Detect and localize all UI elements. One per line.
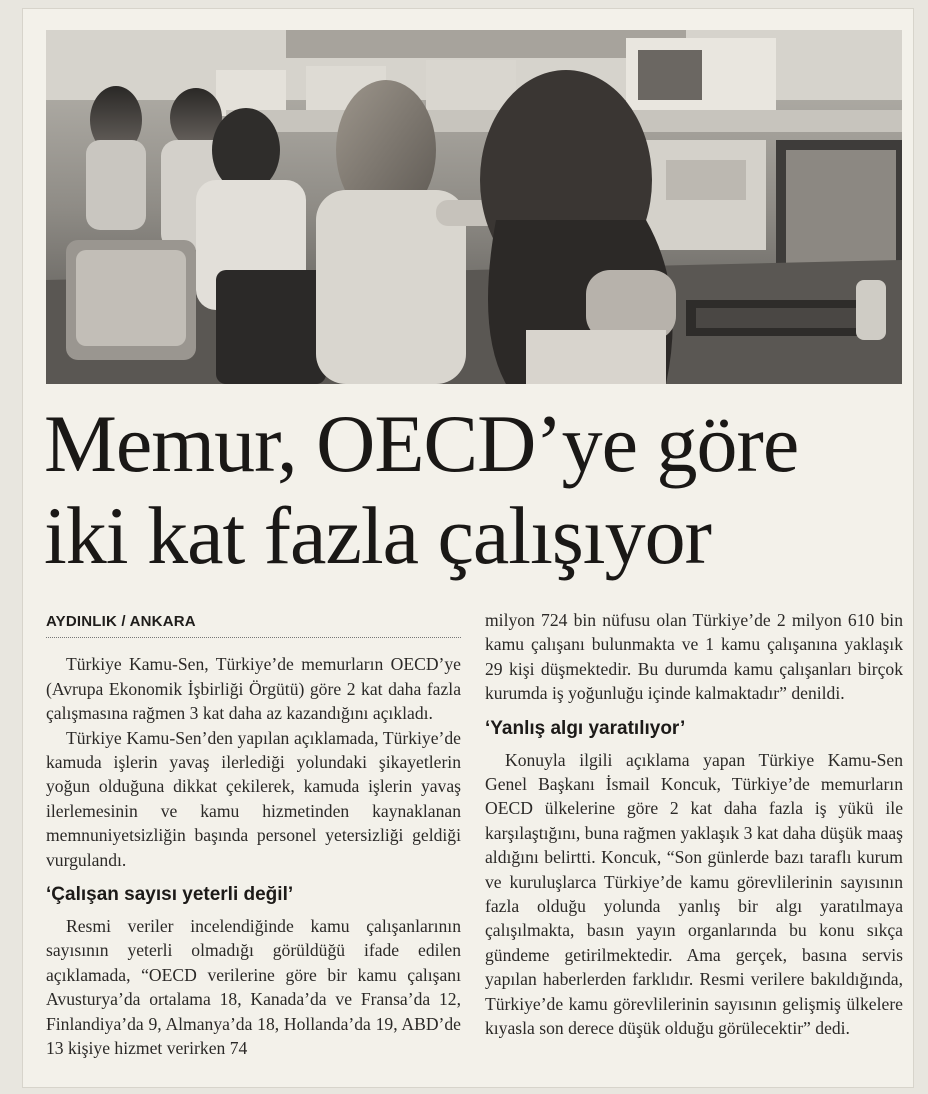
left-column bbox=[46, 610, 461, 1061]
paragraph-statement: Türkiye Kamu-Sen’den yapılan açıklamada, Türkiye’de kamuda işlerin yavaş ilerlediği yolundaki şikayetlerin yoğun olduğuna dikkat çekilerek, kamuda işlerin yavaş ilerlemesinin ve kamu hizmetinden kaynaklanan memnuniyetsizliğin başında personel yetersizliği geldiği vurgulandı. bbox=[46, 727, 461, 870]
headline-line-1: Memur, OECD’ye göre bbox=[44, 398, 799, 489]
paragraph-koncuk-quote: Konuyla ilgili açıklama yapan Türkiye Kamu-Sen Genel Başkanı İsmail Koncuk, Türkiye’de memurların OECD ülkelerine göre 2 kat daha fazla iş yükü ile karşılaştığını, buna rağmen yaklaşık 3 kat daha düşük maaş aldığını belirtti. Koncuk, “Son günlerde bazı taraflı kurum ve kuruluşlarca Türkiye’de kamu görevlilerinin sayısının fazla olduğu yolunda yanlış bir algı yaratılmaya çalışılmakta, basın yayın organlarında bu konu sıkça gündeme getirilmektedir. Ama gerçek, basına servis yapılan haberlerden farklıdır. Resmi verilere bakıldığında, Türkiye’de kamu görevlilerinin sayısının gelişmiş ülkelere kıyasla son derece düşük olduğu görülecektir” dedi. bbox=[485, 749, 903, 1039]
subhead-false-perception: ‘Yanlış algı yaratılıyor’ bbox=[485, 717, 686, 739]
article-photo bbox=[46, 30, 902, 384]
right-column bbox=[485, 608, 903, 1041]
subhead-employee-count: ‘Çalışan sayısı yeterli değil’ bbox=[46, 884, 294, 906]
headline bbox=[44, 398, 904, 582]
office-workers-photo bbox=[46, 30, 902, 384]
headline-line-2: iki kat fazla çalışıyor bbox=[44, 490, 711, 581]
paragraph-continued: milyon 724 bin nüfusu olan Türkiye’de 2 milyon 610 bin kamu çalışanı bulunmakta ve 1 kamu çalışanına yaklaşık 29 kişi düşmektedir. Bu durumda kamu çalışanları birçok kurumda iş yoğunluğu içinde kalmaktadır” denildi. bbox=[485, 610, 903, 704]
byline: AYDINLIK / ANKARA bbox=[46, 610, 461, 638]
paragraph-intro: Türkiye Kamu-Sen, Türkiye’de memurların OECD’ye (Avrupa Ekonomik İşbirliği Örgütü) göre 2 kat daha fazla çalışmasına rağmen 3 kat daha az kazandığını açıkladı. bbox=[46, 654, 461, 724]
paragraph-official-data: Resmi veriler incelendiğinde kamu çalışanlarının sayısının yeterli olmadığı görüldüğü ifade edilen açıklamada, “OECD verilerine göre bir kamu çalışanı Avusturya’da ortalama 18, Kanada’da ve Fransa’da 12, Finlandiya’da 9, Almanya’da 18, Hollanda’da 19, ABD’de 13 kişiye hizmet verirken 74 bbox=[46, 916, 461, 1059]
